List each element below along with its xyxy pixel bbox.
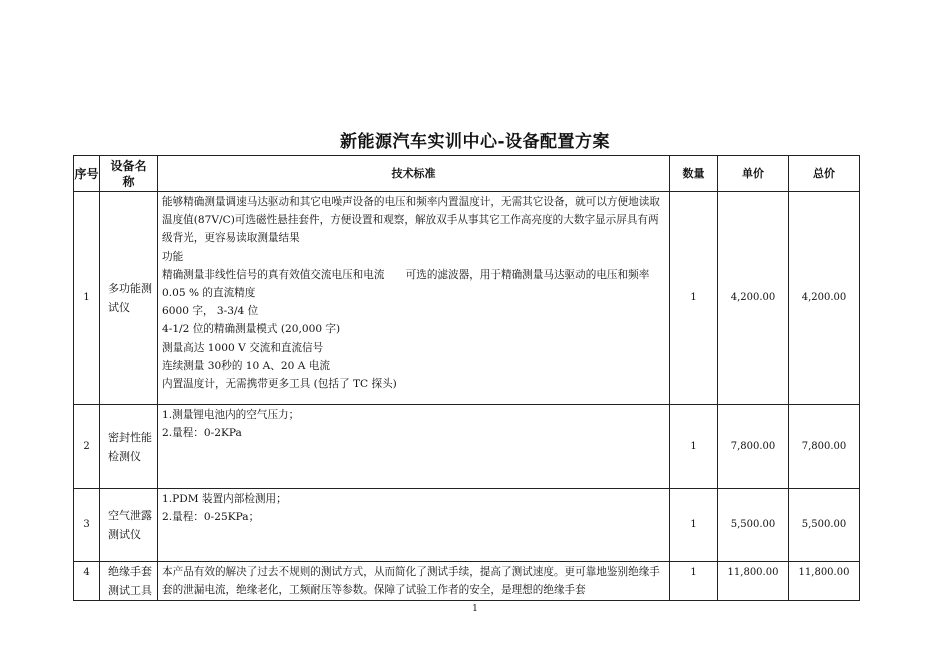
table-row bbox=[74, 405, 860, 489]
row-spec bbox=[158, 489, 670, 562]
row-name: 空气泄露测试仪 bbox=[100, 489, 158, 562]
row-unit-price: 4,200.00 bbox=[718, 192, 789, 405]
row-unit-price: 11,800.00 bbox=[718, 562, 789, 601]
table-row bbox=[74, 489, 860, 562]
equipment-table bbox=[73, 155, 860, 601]
header-no: 序号 bbox=[74, 156, 100, 192]
row-name: 绝缘手套测试工具 bbox=[100, 562, 158, 601]
header-row bbox=[74, 156, 860, 192]
spec-line: 2.量程：0-2KPa bbox=[162, 427, 242, 440]
row-spec bbox=[158, 192, 670, 405]
spec-line: 内置温度计，无需携带更多工具 (包括了 TC 探头) bbox=[162, 378, 397, 391]
row-total-price: 4,200.00 bbox=[789, 192, 860, 405]
row-unit-price: 5,500.00 bbox=[718, 489, 789, 562]
row-total-price: 7,800.00 bbox=[789, 405, 860, 489]
header-total-price: 总价 bbox=[789, 156, 860, 192]
row-spec bbox=[158, 405, 670, 489]
row-total-price: 5,500.00 bbox=[789, 489, 860, 562]
row-no: 4 bbox=[74, 562, 100, 601]
spec-line: 4-1/2 位的精确测量模式 (20,000 字) bbox=[162, 323, 341, 336]
row-qty: 1 bbox=[670, 489, 718, 562]
spec-line: 测量高达 1000 V 交流和直流信号 bbox=[162, 341, 324, 354]
row-total-price: 11,800.00 bbox=[789, 562, 860, 601]
document-title: 新能源汽车实训中心-设备配置方案 bbox=[339, 132, 611, 152]
row-qty: 1 bbox=[670, 562, 718, 601]
spec-line: 连续测量 30秒的 10 A、20 A 电流 bbox=[162, 359, 330, 372]
row-no: 2 bbox=[74, 405, 100, 489]
spec-line: 能够精确测量调速马达驱动和其它电噪声设备的电压和频率内置温度计，无需其它设备，就可以方便地读取温度值(87V/C)可选磁性悬挂套件，方便设置和观察，解放双手从事其它工作高亮度的大数字显示屏具有两级背光，更容易读取测量结果 bbox=[162, 196, 660, 245]
spec-line: 本产品有效的解决了过去不规则的测试方式，从而简化了测试手续，提高了测试速度。更可靠地鉴别绝缘手套的泄漏电流，绝缘老化，工频耐压等参数。保障了试验工作者的安全，是理想的绝缘手套 bbox=[162, 566, 660, 597]
spec-line: 1.测量锂电池内的空气压力； bbox=[162, 409, 300, 421]
row-qty: 1 bbox=[670, 192, 718, 405]
header-unit-price: 单价 bbox=[718, 156, 789, 192]
row-name: 多功能测试仪 bbox=[100, 192, 158, 405]
row-spec bbox=[158, 562, 670, 601]
row-qty: 1 bbox=[670, 405, 718, 489]
header-spec: 技术标准 bbox=[158, 156, 670, 192]
row-no: 1 bbox=[74, 192, 100, 405]
spec-line: 0.05 % 的直流精度 bbox=[162, 287, 256, 300]
table-row bbox=[74, 192, 860, 405]
row-unit-price: 7,800.00 bbox=[718, 405, 789, 489]
spec-line: 2.量程：0-25KPa； bbox=[162, 511, 260, 524]
page-number: 1 bbox=[472, 604, 478, 614]
header-qty: 数量 bbox=[670, 156, 718, 192]
spec-line: 1.PDM 装置内部检测用； bbox=[162, 493, 287, 505]
header-name: 设备名称 bbox=[100, 156, 158, 192]
row-name: 密封性能检测仪 bbox=[100, 405, 158, 489]
spec-line: 6000 字， 3-3/4 位 bbox=[162, 305, 259, 318]
row-no: 3 bbox=[74, 489, 100, 562]
spec-line: 功能 bbox=[162, 250, 184, 263]
spec-line: 精确测量非线性信号的真有效值交流电压和电流 可选的滤波器，用于精确测量马达驱动的电压和频率 bbox=[162, 268, 650, 281]
table-row bbox=[74, 562, 860, 601]
